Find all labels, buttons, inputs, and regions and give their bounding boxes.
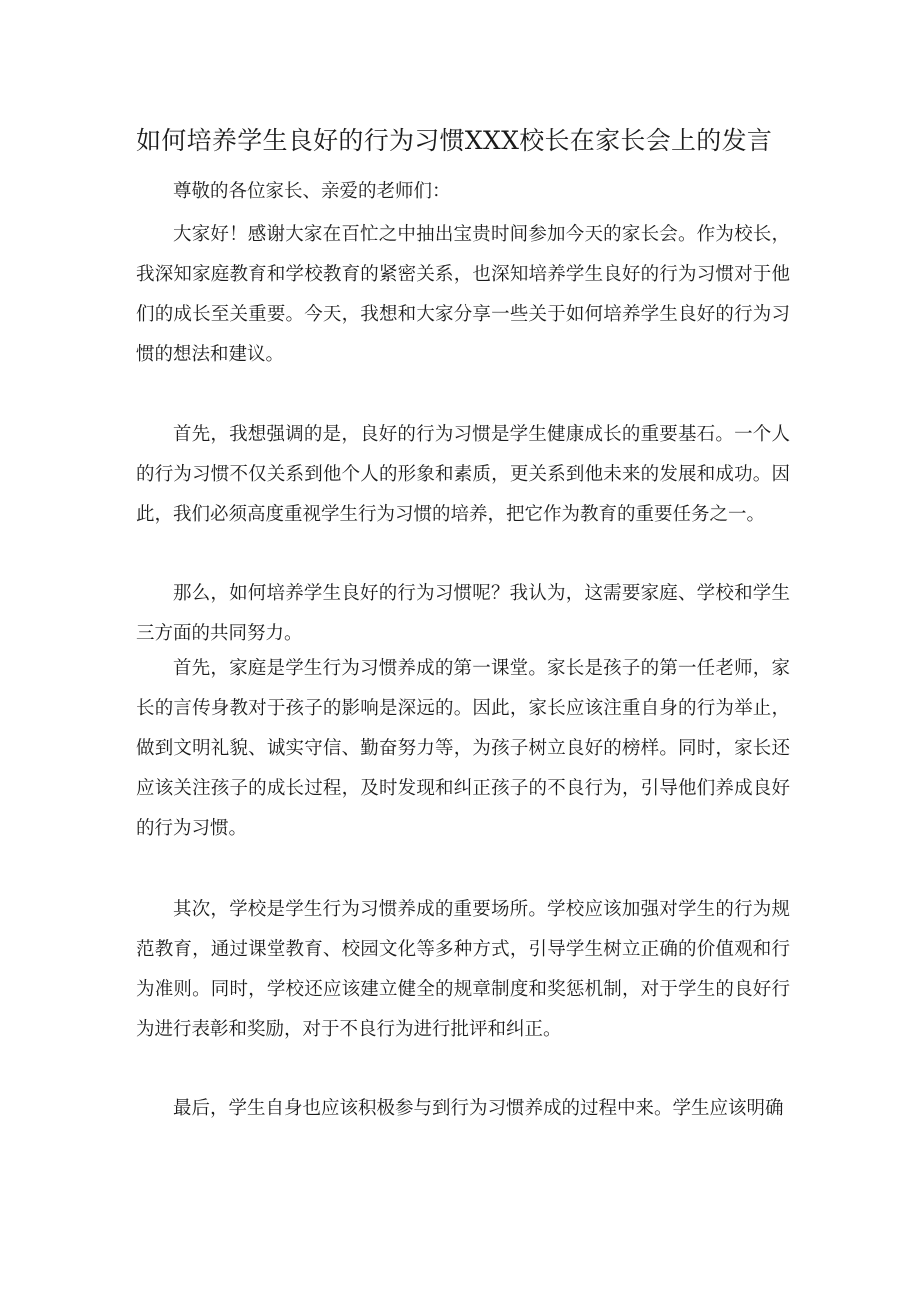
paragraph-5: 其次，学校是学生行为习惯养成的重要场所。学校应该加强对学生的行为规范教育，通过课堂教育、校园文化等多种方式，引导学生树立正确的价值观和行为准则。同时，学校还应该建立健全的规章制度和奖惩机制，对于学生的良好行为进行表彰和奖励，对于不良行为进行批评和纠正。 bbox=[136, 899, 790, 1040]
paragraph-1: 大家好！感谢大家在百忙之中抽出宝贵时间参加今天的家长会。作为校长，我深知家庭教育和学校教育的紧密关系，也深知培养学生良好的行为习惯对于他们的成长至关重要。今天，我想和大家分享一些关于如何培养学生良好的行为习惯的想法和建议。 bbox=[136, 224, 790, 365]
paragraph-3: 那么，如何培养学生良好的行为习惯呢？我认为，这需要家庭、学校和学生三方面的共同努力。 bbox=[136, 583, 790, 644]
paragraph-2: 首先，我想强调的是，良好的行为习惯是学生健康成长的重要基石。一个人的行为习惯不仅关系到他个人的形象和素质，更关系到他未来的发展和成功。因此，我们必须高度重视学生行为习惯的培养，把它作为教育的重要任务之一。 bbox=[136, 424, 790, 525]
paragraph-4: 首先，家庭是学生行为习惯养成的第一课堂。家长是孩子的第一任老师，家长的言传身教对于孩子的影响是深远的。因此，家长应该注重自身的行为举止，做到文明礼貌、诚实守信、勤奋努力等，为孩子树立良好的榜样。同时，家长还应该关注孩子的成长过程，及时发现和纠正孩子的不良行为，引导他们养成良好的行为习惯。 bbox=[136, 658, 790, 839]
document-title: 如何培养学生良好的行为习惯XXX校长在家长会上的发言 bbox=[136, 126, 773, 155]
paragraph-6: 最后，学生自身也应该积极参与到行为习惯养成的过程中来。学生应该明确 bbox=[173, 1098, 784, 1119]
salutation: 尊敬的各位家长、亲爱的老师们： bbox=[173, 181, 451, 202]
